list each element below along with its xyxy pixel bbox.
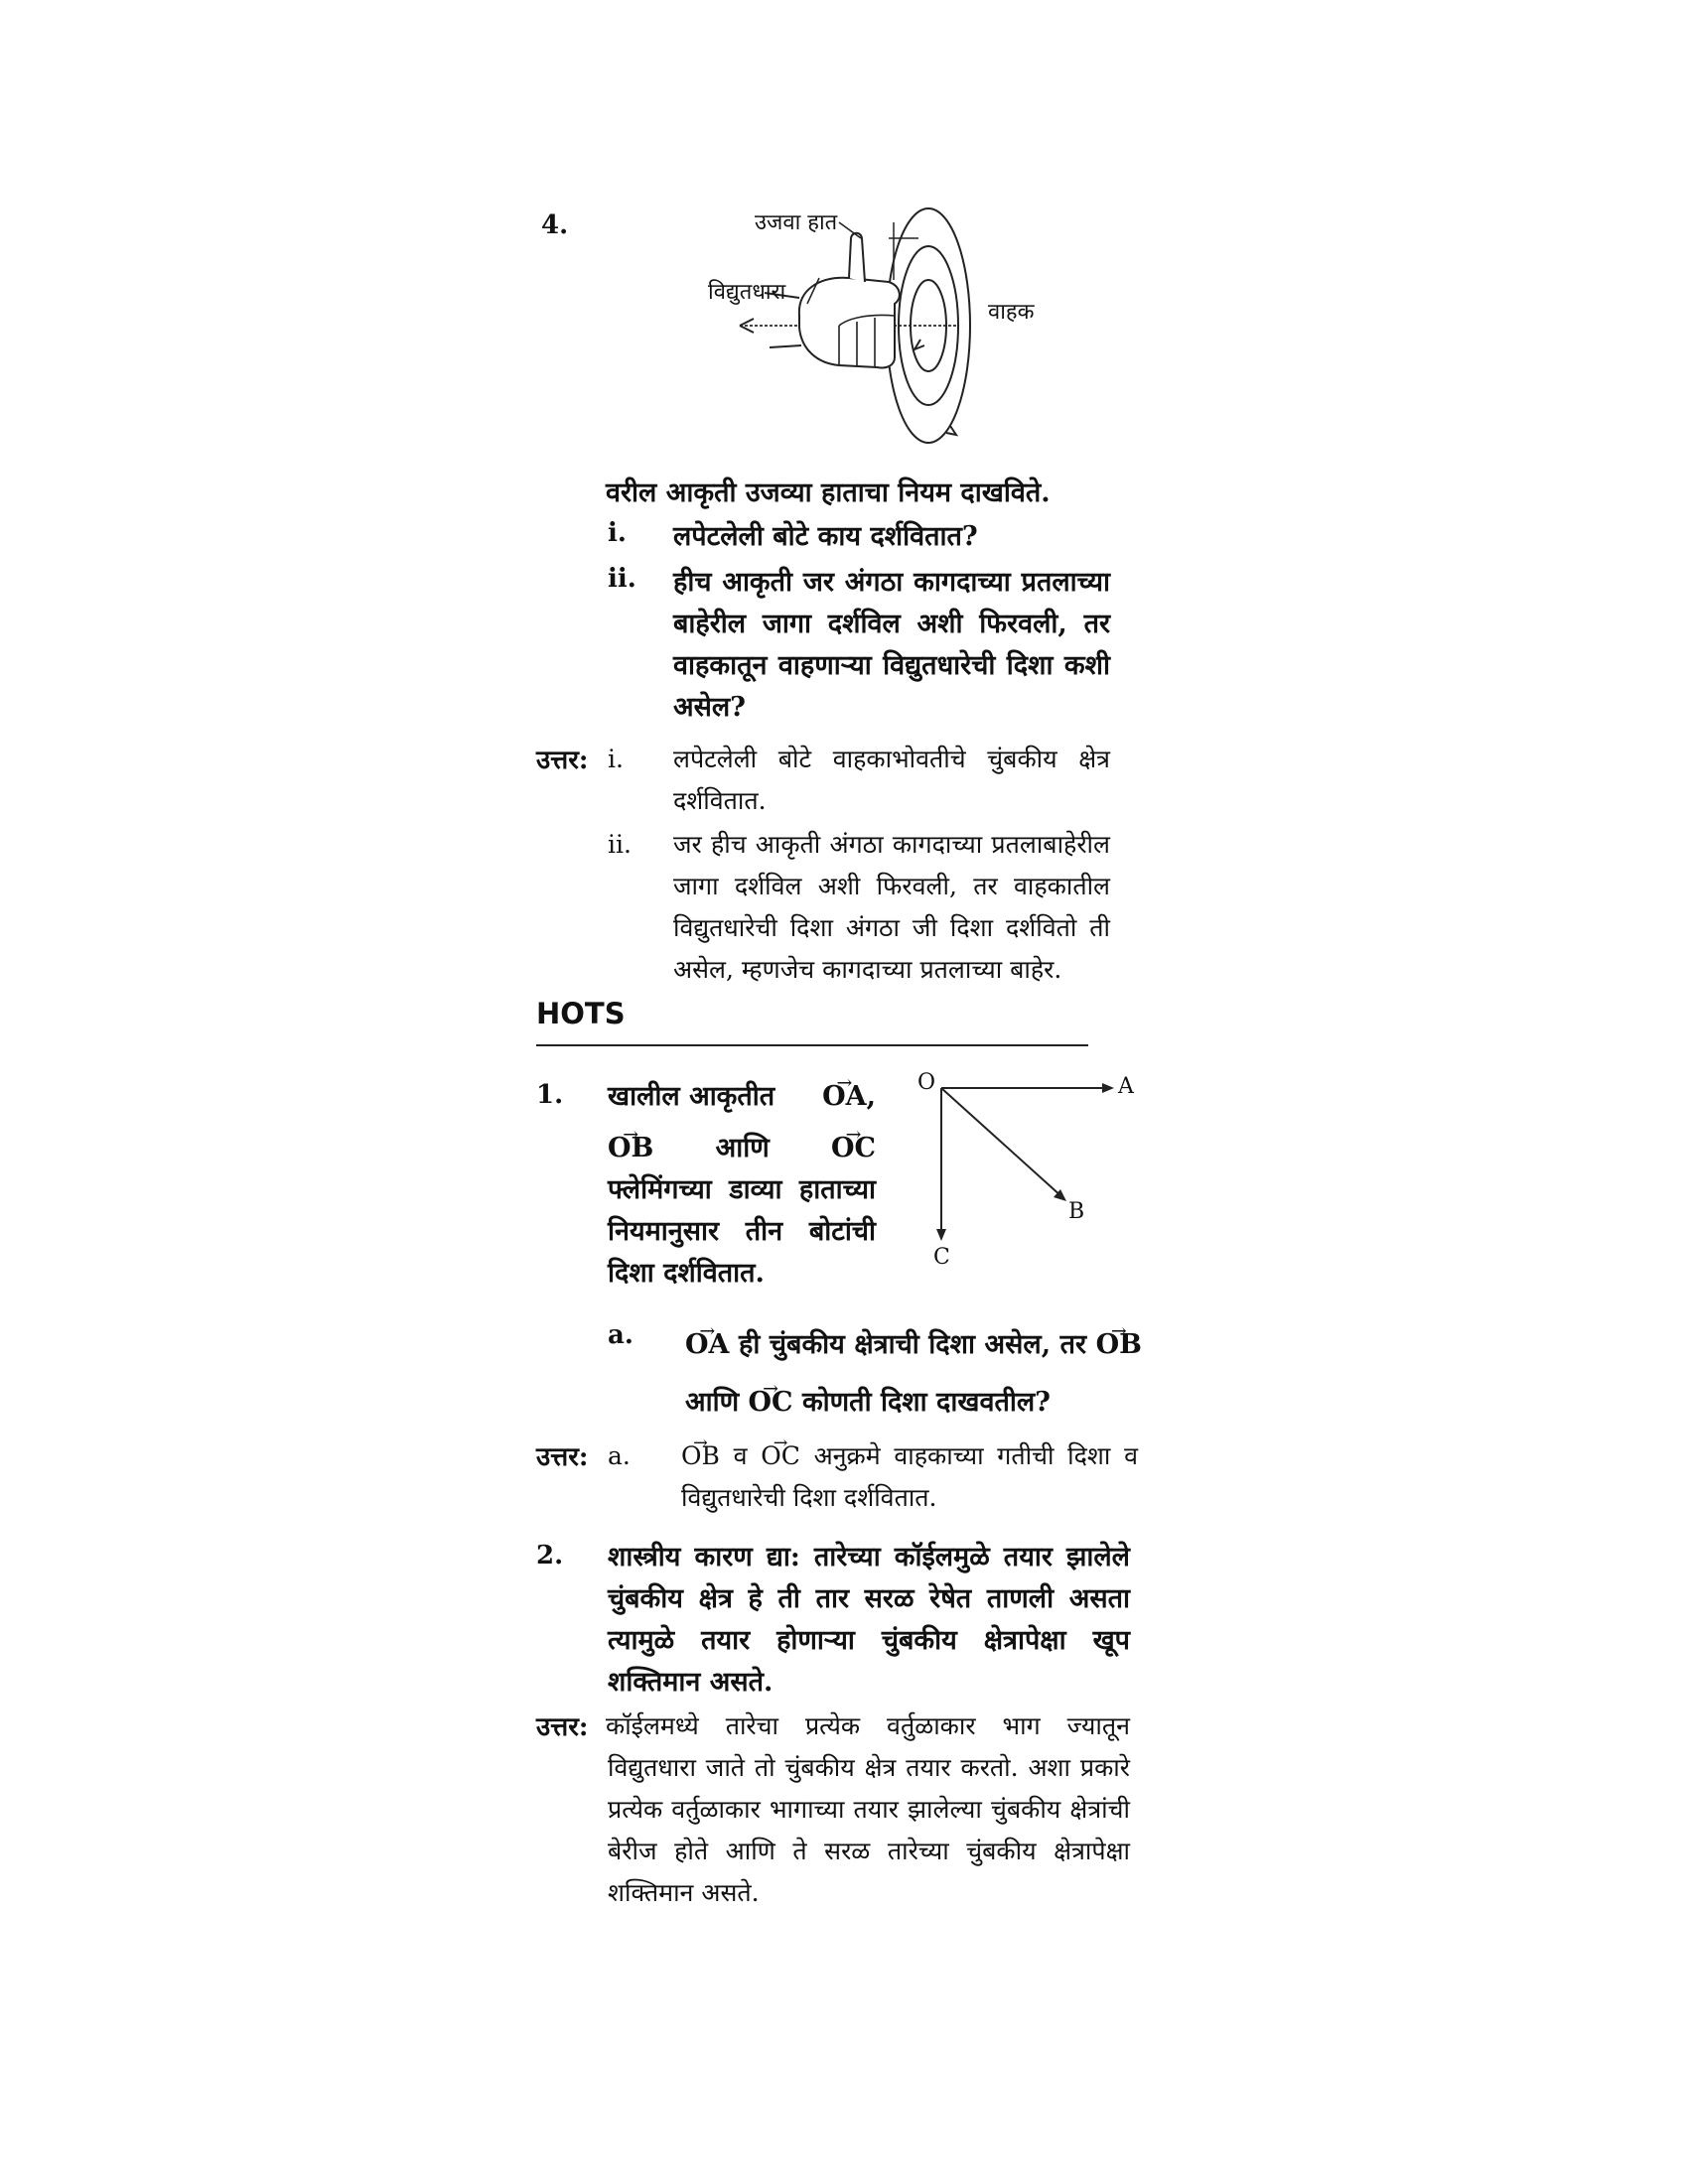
right-hand-rule-figure (690, 199, 1067, 462)
hots-q2-answer-label: उत्तर: (536, 1712, 589, 1742)
hots-q2-text: शास्त्रीय कारण द्या: तारेच्या कॉईलमुळे तयार झालेले चुंबकीय क्षेत्र हे ती तार सरळ रेषेत ताणली असता त्यामुळे तयार होणाऱ्या चुंबकीय क्षेत्रापेक्षा खूप शक्तिमान असते. (608, 1542, 1130, 1698)
q4-answer-ii-number: ii. (608, 830, 632, 859)
label-right-hand: उजवा हात (755, 210, 838, 235)
hots-q2-number: 2. (536, 1541, 564, 1570)
point-a-label: A (1118, 1074, 1134, 1099)
q4-sub-ii-number: ii. (608, 564, 636, 594)
right-hand-rule-diagram (690, 199, 1067, 462)
q4-intro: वरील आकृती उजव्या हाताचा नियम दाखविते. (606, 478, 1051, 508)
hots-q1-answer-a-number: a. (608, 1441, 631, 1470)
sub-a-text-1: ही चुंबकीय क्षेत्राची दिशा असेल, तर (739, 1329, 1087, 1360)
answer-text-1: अनुक्रमे वाहकाच्या गतीची दिशा व (813, 1441, 1139, 1470)
sub-a-vector-oa: → OA (685, 1316, 729, 1374)
sub-a-vector-oc: → OC (749, 1374, 793, 1432)
q4-answer-i-number: i. (608, 745, 624, 773)
hots-q1-text (608, 1076, 876, 1295)
hots-q1-answer (681, 1435, 1138, 1519)
hots-divider (536, 1044, 1088, 1046)
q4-answer-i: लपेटलेली बोटे वाहकाभोवतीचे चुंबकीय क्षेत्र दर्शवितात. (673, 745, 1110, 815)
answer-va: व (733, 1441, 748, 1470)
hots-q1-sub-a-number: a. (608, 1320, 633, 1350)
answer-text-2: विद्युतधारेची दिशा दर्शवितात. (681, 1483, 937, 1512)
label-conductor: वाहक (988, 300, 1035, 325)
hots-q1-number: 1. (536, 1080, 564, 1110)
q4-answer-label: उत्तर: (536, 746, 589, 775)
question-4-number: 4. (541, 210, 569, 240)
hots-q1-text-1: खालील आकृतीत (608, 1081, 775, 1112)
sub-a-and: आणि (685, 1387, 740, 1418)
hots-q1-comma: , (866, 1081, 876, 1112)
q4-sub-ii: हीच आकृती जर अंगठा कागदाच्या प्रतलाच्या बाहेरील जागा दर्शविल अशी फिरवली, तर वाहकातून वाहणाऱ्या विद्युतधारेची दिशा कशी असेल? (673, 567, 1110, 723)
label-current: विद्युतधारा (708, 280, 786, 305)
hots-q2-answer: कॉईलमध्ये तारेचा प्रत्येक वर्तुळाकार भाग ज्यातून विद्युतधारा जाते तो चुंबकीय क्षेत्र तयार करतो. अशा प्रकारे प्रत्येक वर्तुळाकार भागाच्या तयार झालेल्या चुंबकीय क्षेत्रांची बेरीज होते आणि ते सरळ तारेच्या चुंबकीय क्षेत्रापेक्षा शक्तिमान असते. (606, 1711, 1130, 1907)
hots-q1-sub-a (685, 1316, 1142, 1432)
point-o-label: O (917, 1070, 936, 1095)
vector-oa: → OA (822, 1076, 866, 1118)
hots-q1-and: आणि (715, 1133, 770, 1163)
hots-q1-text-2: फ्लेमिंगच्या डाव्या हाताच्या नियमानुसार तीन बोटांची दिशा दर्शवितात. (608, 1174, 876, 1289)
vector-ob: → OB (608, 1128, 653, 1169)
q4-sub-i-number: i. (608, 518, 627, 548)
vector-oc: → OC (831, 1128, 876, 1169)
point-b-label: B (1068, 1199, 1085, 1224)
answer-vector-ob: → OB (681, 1435, 720, 1477)
sub-a-text-2: कोणती दिशा दाखवतील? (801, 1387, 1051, 1418)
flemings-vector-figure (904, 1068, 1142, 1277)
hots-heading: HOTS (536, 997, 626, 1030)
q4-sub-i: लपेटलेली बोटे काय दर्शवितात? (673, 521, 978, 552)
point-c-label: C (933, 1245, 950, 1270)
answer-vector-oc: → OC (761, 1435, 800, 1477)
sub-a-vector-ob: → OB (1096, 1316, 1142, 1374)
q4-answer-ii: जर हीच आकृती अंगठा कागदाच्या प्रतलाबाहेरील जागा दर्शविल अशी फिरवली, तर वाहकातील विद्युतधारेची दिशा अंगठा जी दिशा दर्शवितो ती असेल, म्हणजेच कागदाच्या प्रतलाच्या बाहेर. (673, 830, 1110, 984)
hots-q1-answer-label: उत्तर: (536, 1442, 589, 1472)
